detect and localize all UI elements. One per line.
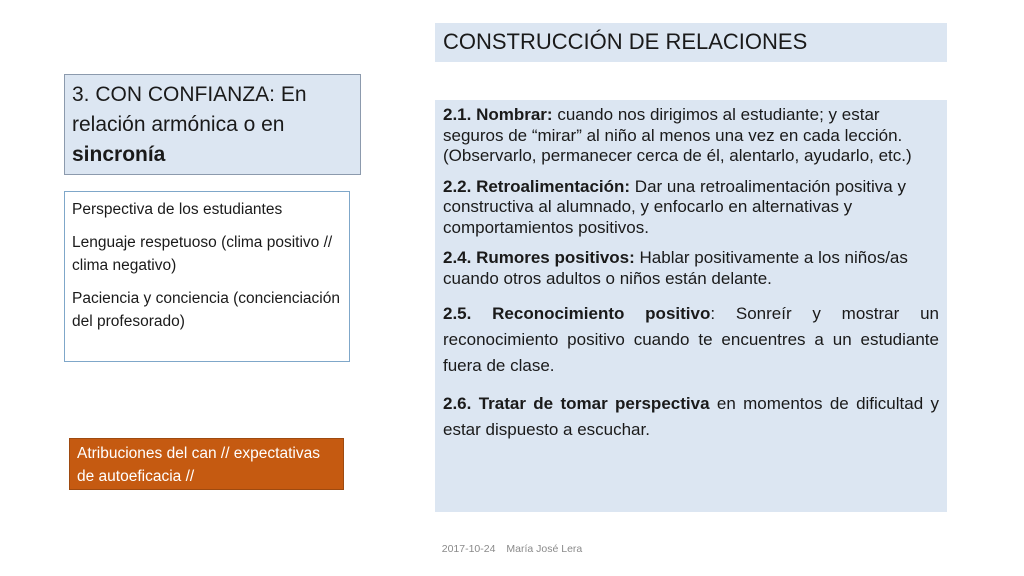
relaciones-content-box xyxy=(435,100,947,512)
relaciones-item-heading: 2.6. Tratar de tomar perspectiva xyxy=(443,394,710,413)
footer-date: 2017-10-24 xyxy=(441,543,496,555)
perspectiva-item: Lenguaje respetuoso (clima positivo // clima negativo) xyxy=(72,234,333,274)
relaciones-item xyxy=(443,248,939,289)
confianza-heading-bold: sincronía xyxy=(72,143,166,166)
relaciones-item-text: Hablar positivamente a los niños/as cuando otros adultos o niños están delante. xyxy=(443,248,908,288)
relaciones-item xyxy=(443,301,939,379)
relaciones-item-heading: 2.4. Rumores positivos: xyxy=(443,248,635,267)
atribuciones-text: Atribuciones del can // expectativas de autoeficacia // xyxy=(77,445,320,485)
atribuciones-box xyxy=(69,438,344,490)
relaciones-item-heading: 2.2. Retroalimentación: xyxy=(443,176,631,196)
relaciones-item-heading: 2.5. Reconocimiento positivo xyxy=(443,304,711,323)
slide-footer xyxy=(0,543,1024,555)
relaciones-item-text: en momentos de dificultad y estar dispuesto a escuchar. xyxy=(443,394,939,439)
confianza-heading-text: 3. CON CONFIANZA: En relación armónica o en xyxy=(72,83,307,136)
relaciones-item-text: : Sonreír y mostrar un reconocimiento positivo cuando te encuentres a un estudiante fuera de clase. xyxy=(443,304,939,375)
relaciones-item xyxy=(443,105,939,167)
relaciones-item-text: cuando nos dirigimos al estudiante; y estar seguros de “mirar” al niño al menos una vez en cada lección. (Observarlo, permanecer cerca de él, alentarlo, ayudarlo, etc.) xyxy=(443,105,912,165)
slide-title-text: CONSTRUCCIÓN DE RELACIONES xyxy=(443,29,808,54)
relaciones-item xyxy=(443,391,939,443)
confianza-heading-box xyxy=(64,74,361,175)
perspectiva-item: Perspectiva de los estudiantes xyxy=(72,201,283,218)
relaciones-item xyxy=(443,177,939,239)
relaciones-item-text: Dar una retroalimentación positiva y constructiva al alumnado, y enfocarlo en alternativas y comportamientos positivos. xyxy=(443,176,906,237)
footer-author: María José Lera xyxy=(506,543,583,555)
slide-title xyxy=(435,23,947,62)
perspectiva-box xyxy=(64,191,350,362)
relaciones-item-heading: 2.1. Nombrar: xyxy=(443,105,553,124)
perspectiva-item: Paciencia y conciencia (concienciación del profesorado) xyxy=(72,290,340,330)
